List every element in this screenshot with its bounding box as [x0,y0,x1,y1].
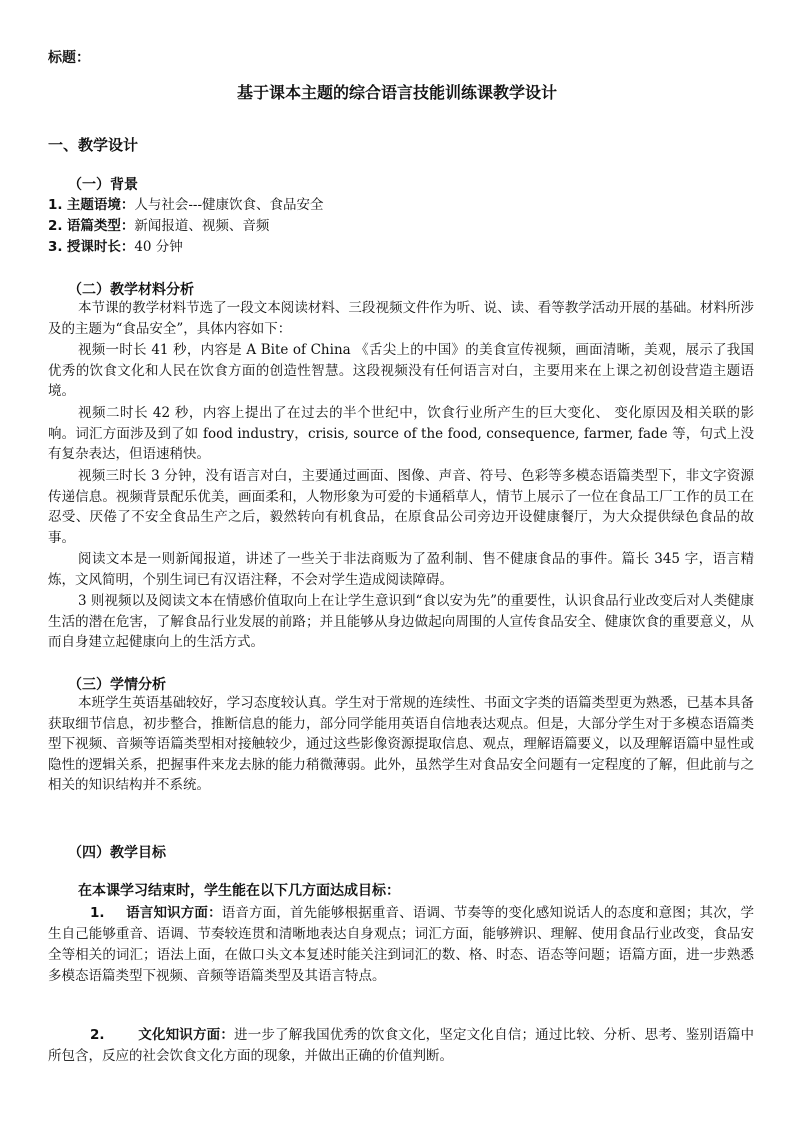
list-item [48,237,183,257]
list-item-key: 授课时长： [66,239,135,255]
section-heading-teaching-design: 一、教学设计 [48,136,139,154]
list-item-key: 主题语境： [66,197,135,213]
list-item-number: 3. [48,239,63,255]
list-item [48,195,324,215]
list-item-number: 2. [48,218,63,234]
list-item-value: 40 分钟 [134,239,183,255]
list-item [48,216,269,236]
goal-text: 进一步了解我国优秀的饮食文化，坚定文化自信；通过比较、分析、思考、鉴别语篇中所包含，反应的社会饮食文化方面的现象，并做出正确的价值判断。 [48,1027,755,1064]
goal-key: 文化知识方面： [138,1027,235,1043]
goal-text: 语音方面，首先能够根据重音、语调、节奏等的变化感知说话人的态度和意图；其次，学生自己能够重音、语调、节奏较连贯和清晰地表达自身观点；词汇方面，能够辨识、理解、使用食品行业改变，食品安全等相关的词汇；语法上面，在做口头文本复述时能关注到词汇的数、格、时态、语态等问题；语篇方面，进一步熟悉多模态语篇类型下视频、音频等语篇类型及其语言特点。 [48,905,755,984]
list-item-number: 1. [48,197,63,213]
subheading-materials: （二）教学材料分析 [68,282,194,298]
list-item-value: 人与社会---健康饮食、食品安全 [134,197,324,213]
list-item-key: 语篇类型： [66,218,135,234]
goal-number: 2. [90,1027,105,1043]
goal-item [48,1025,754,1067]
title-label: 标题： [48,50,90,66]
materials-paragraph: 本节课的教学材料节选了一段文本阅读材料、三段视频文件作为听、说、读、看等教学活动开展的基础。材料所涉及的主题为“食品安全”，具体内容如下： [48,300,754,337]
subheading-background: （一）背景 [68,177,138,193]
materials-paragraph: 3 则视频以及阅读文本在情感价值取向上在让学生意识到“食以安为先”的重要性，认识食品行业改变后对人类健康生活的潜在危害，了解食品行业发展的前路；并且能够从身边做起向周围的人宣传食品安全、健康饮食的重要意义，从而自身建立起健康向上的生活方式。 [48,593,754,651]
goal-key: 语言知识方面： [126,905,222,921]
subheading-goals: （四）教学目标 [68,845,166,861]
materials-paragraph: 视频三时长 3 分钟，没有语言对白，主要通过画面、图像、声音、符号、色彩等多模态语篇类型下，非文字资源传递信息。视频背景配乐优美，画面柔和，人物形象为可爱的卡通稻草人，情节上展示了一位在食品工厂工作的员工在忍受、厌倦了不安全食品生产之后，毅然转向有机食品，在原食品公司旁边开设健康餐厅，为大众提供绿色食品的故事。 [48,468,754,546]
list-item-value: 新闻报道、视频、音频 [134,218,270,234]
subheading-learners: （三）学情分析 [68,677,166,693]
materials-paragraph: 阅读文本是一则新闻报道，讲述了一些关于非法商贩为了盈利制、售不健康食品的事件。篇长 345 字，语言精炼，文风简明，个别生词已有汉语注释，不会对学生造成阅读障碍。 [48,551,754,588]
learners-paragraph: 本班学生英语基础较好，学习态度较认真。学生对于常规的连续性、书面文字类的语篇类型更为熟悉，已基本具备获取细节信息，初步整合，推断信息的能力，部分同学能用英语自信地表达观点。但是，大部分学生对于多模态语篇类型下视频、音频等语篇类型相对接触较少，通过这些影像资源提取信息、观点，理解语篇要义，以及理解语篇中显性或隐性的逻辑关系，把握事件来龙去脉的能力稍微薄弱。此外，虽然学生对食品安全问题有一定程度的了解，但此前与之相关的知识结构并不系统。 [48,695,754,794]
goal-item [48,903,754,987]
document-title: 基于课本主题的综合语言技能训练课教学设计 [236,83,557,102]
goals-intro: 在本课学习结束时，学生能在以下几方面达成目标： [78,883,400,899]
materials-paragraph: 视频二时长 42 秒，内容上提出了在过去的半个世纪中，饮食行业所产生的巨大变化、 变化原因及相关联的影响。词汇方面涉及到了如 food industry，crisis, source of the food, consequence, farmer, fade 等，句式上没有复杂表达，但语速稍快。 [48,405,754,463]
materials-paragraph: 视频一时长 41 秒，内容是 A Bite of China 《舌尖上的中国》的美食宣传视频，画面清晰，美观，展示了我国优秀的饮食文化和人民在饮食方面的创造性智慧。这段视频没有任何语言对白，主要用来在上课之初创设营造主题语境。 [48,342,754,400]
goal-number: 1. [90,905,105,921]
